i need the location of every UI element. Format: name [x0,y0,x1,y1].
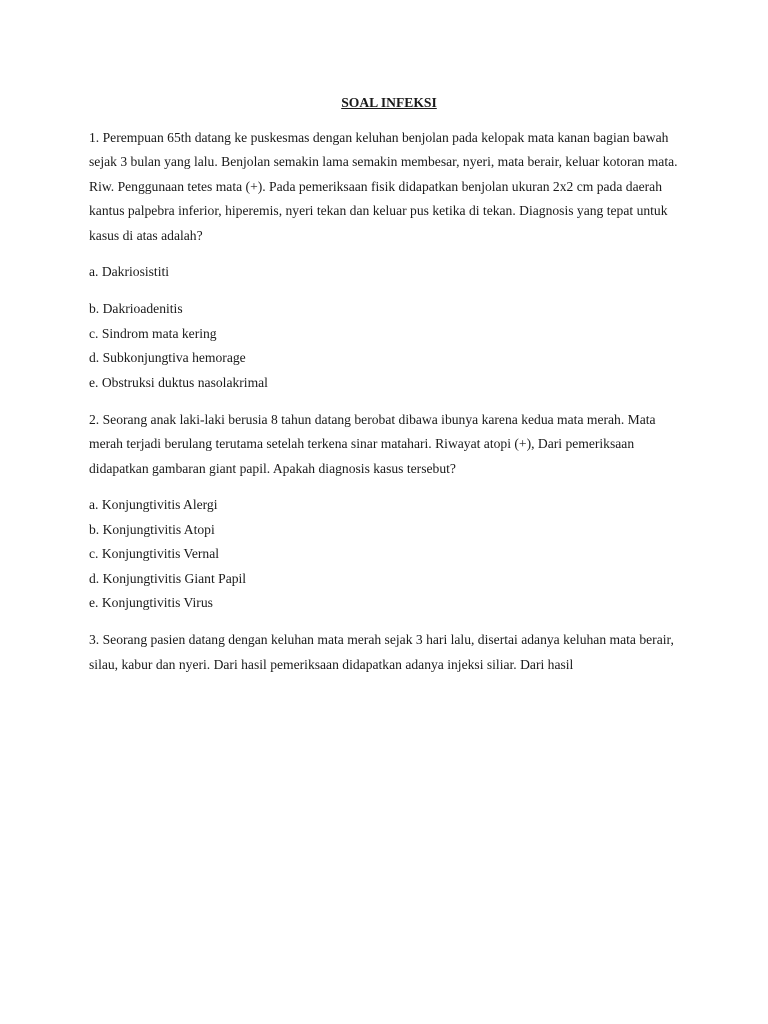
question-1-option-d: d. Subkonjungtiva hemorage [89,350,246,366]
question-1-option-b: b. Dakrioadenitis [89,301,183,317]
question-1-option-e: e. Obstruksi duktus nasolakrimal [89,374,268,390]
document-title: SOAL INFEKSI [341,95,437,110]
question-1-text: 1. Perempuan 65th datang ke puskesmas dengan keluhan benjolan pada kelopak mata kanan bagian bawah sejak 3 bulan yang lalu. Benjolan semakin lama semakin membesar, nyeri, mata berair, keluar kotoran mata. Riw. Penggunaan tetes mata (+). Pada pemeriksaan fisik didapatkan benjolan ukuran 2x2 cm pada daerah kantus palpebra inferior, hiperemis, nyeri tekan dan keluar pus ketika di tekan. Diagnosis yang tepat untuk kasus di atas adalah? [89,130,678,243]
question-2-option-e: e. Konjungtivitis Virus [89,594,213,610]
document-page [89,92,689,677]
question-2-option-d: d. Konjungtivitis Giant Papil [89,570,247,586]
question-2-options [89,493,689,615]
question-2-text: 2. Seorang anak laki-laki berusia 8 tahun datang berobat dibawa ibunya karena kedua mata merah. Mata merah terjadi berulang terutama setelah terkena sinar matahari. Riwayat atopi (+), Dari pemeriksaan didapatkan gambaran giant papil. Apakah diagnosis kasus tersebut? [89,412,656,476]
question-2-option-b: b. Konjungtivitis Atopi [89,521,215,537]
question-1-options [89,260,689,395]
question-1-option-a: a. Dakriosistiti [89,264,170,280]
question-2-option-c: c. Konjungtivitis Vernal [89,546,220,562]
question-1-option-c: c. Sindrom mata kering [89,325,217,341]
question-3-text: 3. Seorang pasien datang dengan keluhan mata merah sejak 3 hari lalu, disertai adanya keluhan mata berair, silau, kabur dan nyeri. Dari hasil pemeriksaan didapatkan adanya injeksi siliar. Dari hasil [89,632,674,672]
question-2-option-a: a. Konjungtivitis Alergi [89,497,218,513]
